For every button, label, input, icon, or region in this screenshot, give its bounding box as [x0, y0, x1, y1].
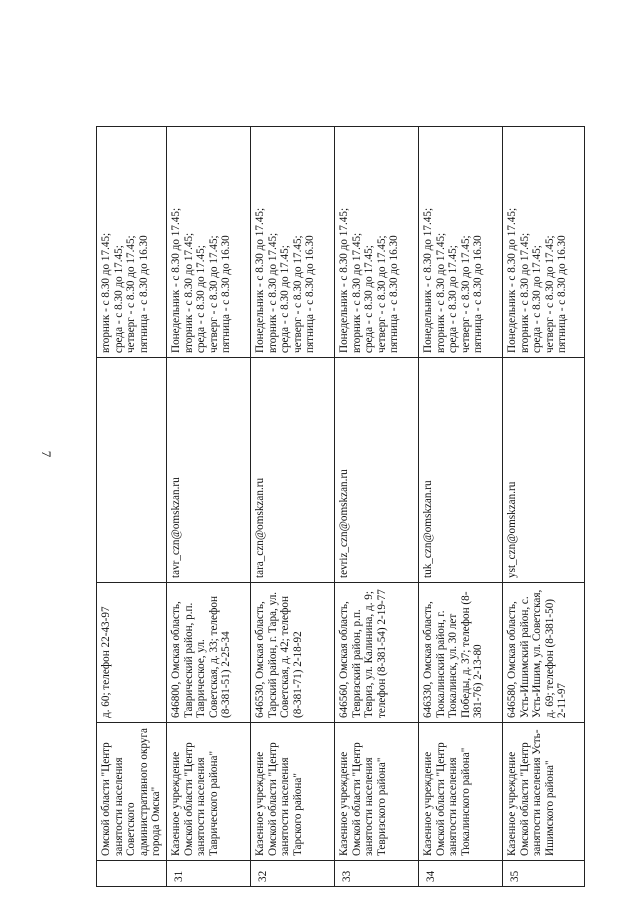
row-number: 34 [419, 861, 503, 887]
institution-name: Казенное учреждение Омской области "Центр занятости населения Тюкалинского района" [419, 723, 503, 861]
schedule-line: Понедельник - с 8.30 до 17.45; [338, 207, 350, 353]
schedule-line: пятница - с 8.30 до 16.30 [220, 235, 233, 353]
schedule-line: Понедельник - с 8.30 до 17.45; [170, 207, 182, 353]
schedule-line: четверг - с 8.30 до 17.45; [207, 235, 220, 353]
address-phone: 646800, Омская область, Таврический район, р.п. Таврическое, ул. Советская, д. 33; телефон (8-381-51) 2-25-34 [167, 583, 251, 723]
work-schedule [251, 127, 335, 358]
schedule-line: четверг - с 8.30 до 17.45; [459, 235, 472, 353]
table-row [503, 127, 585, 887]
work-schedule [503, 127, 585, 358]
schedule-line: четверг - с 8.30 до 17.45; [125, 235, 138, 353]
schedule-line: пятница - с 8.30 до 16.30 [556, 235, 569, 353]
employment-centers-table [96, 126, 585, 887]
schedule-line: среда - с 8.30 до 17.45; [279, 245, 292, 353]
institution-name: Казенное учреждение Омской области "Центр занятости населения Тарского района" [251, 723, 335, 861]
schedule-line: вторник - с 8.30 до 17.45; [100, 232, 112, 353]
institution-name: Казенное учреждение Омской области "Центр занятости населения Тевризского района" [335, 723, 419, 861]
rotated-table-container [96, 127, 584, 887]
page-number: 7 [39, 450, 54, 458]
schedule-line: четверг - с 8.30 до 17.45; [375, 235, 388, 353]
row-number: 32 [251, 861, 335, 887]
institution-name: Казенное учреждение Омской области "Центр занятости населения Таврического района" [167, 723, 251, 861]
email: tuk_czn@omskzan.ru [419, 358, 503, 583]
row-number: 31 [167, 861, 251, 887]
work-schedule [167, 127, 251, 358]
work-schedule [419, 127, 503, 358]
schedule-line: среда - с 8.30 до 17.45; [531, 245, 544, 353]
schedule-line: Понедельник - с 8.30 до 17.45; [506, 207, 518, 353]
work-schedule [97, 127, 167, 358]
schedule-line: четверг - с 8.30 до 17.45; [291, 235, 304, 353]
schedule-line: пятница - с 8.30 до 16.30 [388, 235, 401, 353]
schedule-line: вторник - с 8.30 до 17.45; [182, 232, 195, 353]
email [97, 358, 167, 583]
address-phone: д. 60; телефон 22-43-97 [97, 583, 167, 723]
email: tavr_czn@omskzan.ru [167, 358, 251, 583]
institution-name: Омской области "Центр занятости населения Советского административного округа города Омска" [97, 723, 167, 861]
schedule-line: среда - с 8.30 до 17.45; [447, 245, 460, 353]
address-phone: 646530, Омская область, Тарский район, г. Тара, ул. Советская, д. 42; телефон (8-381-71) 2-18-92 [251, 583, 335, 723]
schedule-line: среда - с 8.30 до 17.45; [195, 245, 208, 353]
schedule-line: вторник - с 8.30 до 17.45; [350, 232, 363, 353]
schedule-line: вторник - с 8.30 до 17.45; [266, 232, 279, 353]
row-number [97, 861, 167, 887]
row-number: 33 [335, 861, 419, 887]
email: tara_czn@omskzan.ru [251, 358, 335, 583]
address-phone: 646560, Омская область, Тевризский район, р.п. Тевриз, ул. Калинина, д. 9; телефон (8-381-54) 2-19-77 [335, 583, 419, 723]
schedule-line: среда - с 8.30 до 17.45; [363, 245, 376, 353]
address-phone: 646330, Омская область, Тюкалинский район, г. Тюкалинск, ул. 30 лет Победы, д. 37; телефон (8-381-76) 2-13-80 [419, 583, 503, 723]
schedule-line: вторник - с 8.30 до 17.45; [434, 232, 447, 353]
institution-name: Казенное учреждение Омской области "Центр занятости населения Усть-Ишимского района" [503, 723, 585, 861]
schedule-line: вторник - с 8.30 до 17.45; [518, 232, 531, 353]
schedule-line: пятница - с 8.30 до 16.30 [472, 235, 485, 353]
table-row [167, 127, 251, 887]
schedule-line: Понедельник - с 8.30 до 17.45; [254, 207, 266, 353]
schedule-line: среда - с 8.30 до 17.45; [112, 245, 125, 353]
schedule-line: Понедельник - с 8.30 до 17.45; [422, 207, 434, 353]
email: tevriz_czn@omskzan.ru [335, 358, 419, 583]
email: yst_czn@omskzan.ru [503, 358, 585, 583]
address-phone: 646580, Омская область, Усть-Ишимский район, с. Усть-Ишим, ул. Советская, д. 69; телефон (8-381-50) 2-11-97 [503, 583, 585, 723]
table-row [97, 127, 167, 887]
schedule-line: пятница - с 8.30 до 16.30 [137, 235, 150, 353]
schedule-line: пятница - с 8.30 до 16.30 [304, 235, 317, 353]
row-number: 35 [503, 861, 585, 887]
table-row [419, 127, 503, 887]
table-row [251, 127, 335, 887]
schedule-line: четверг - с 8.30 до 17.45; [543, 235, 556, 353]
table-row [335, 127, 419, 887]
work-schedule [335, 127, 419, 358]
